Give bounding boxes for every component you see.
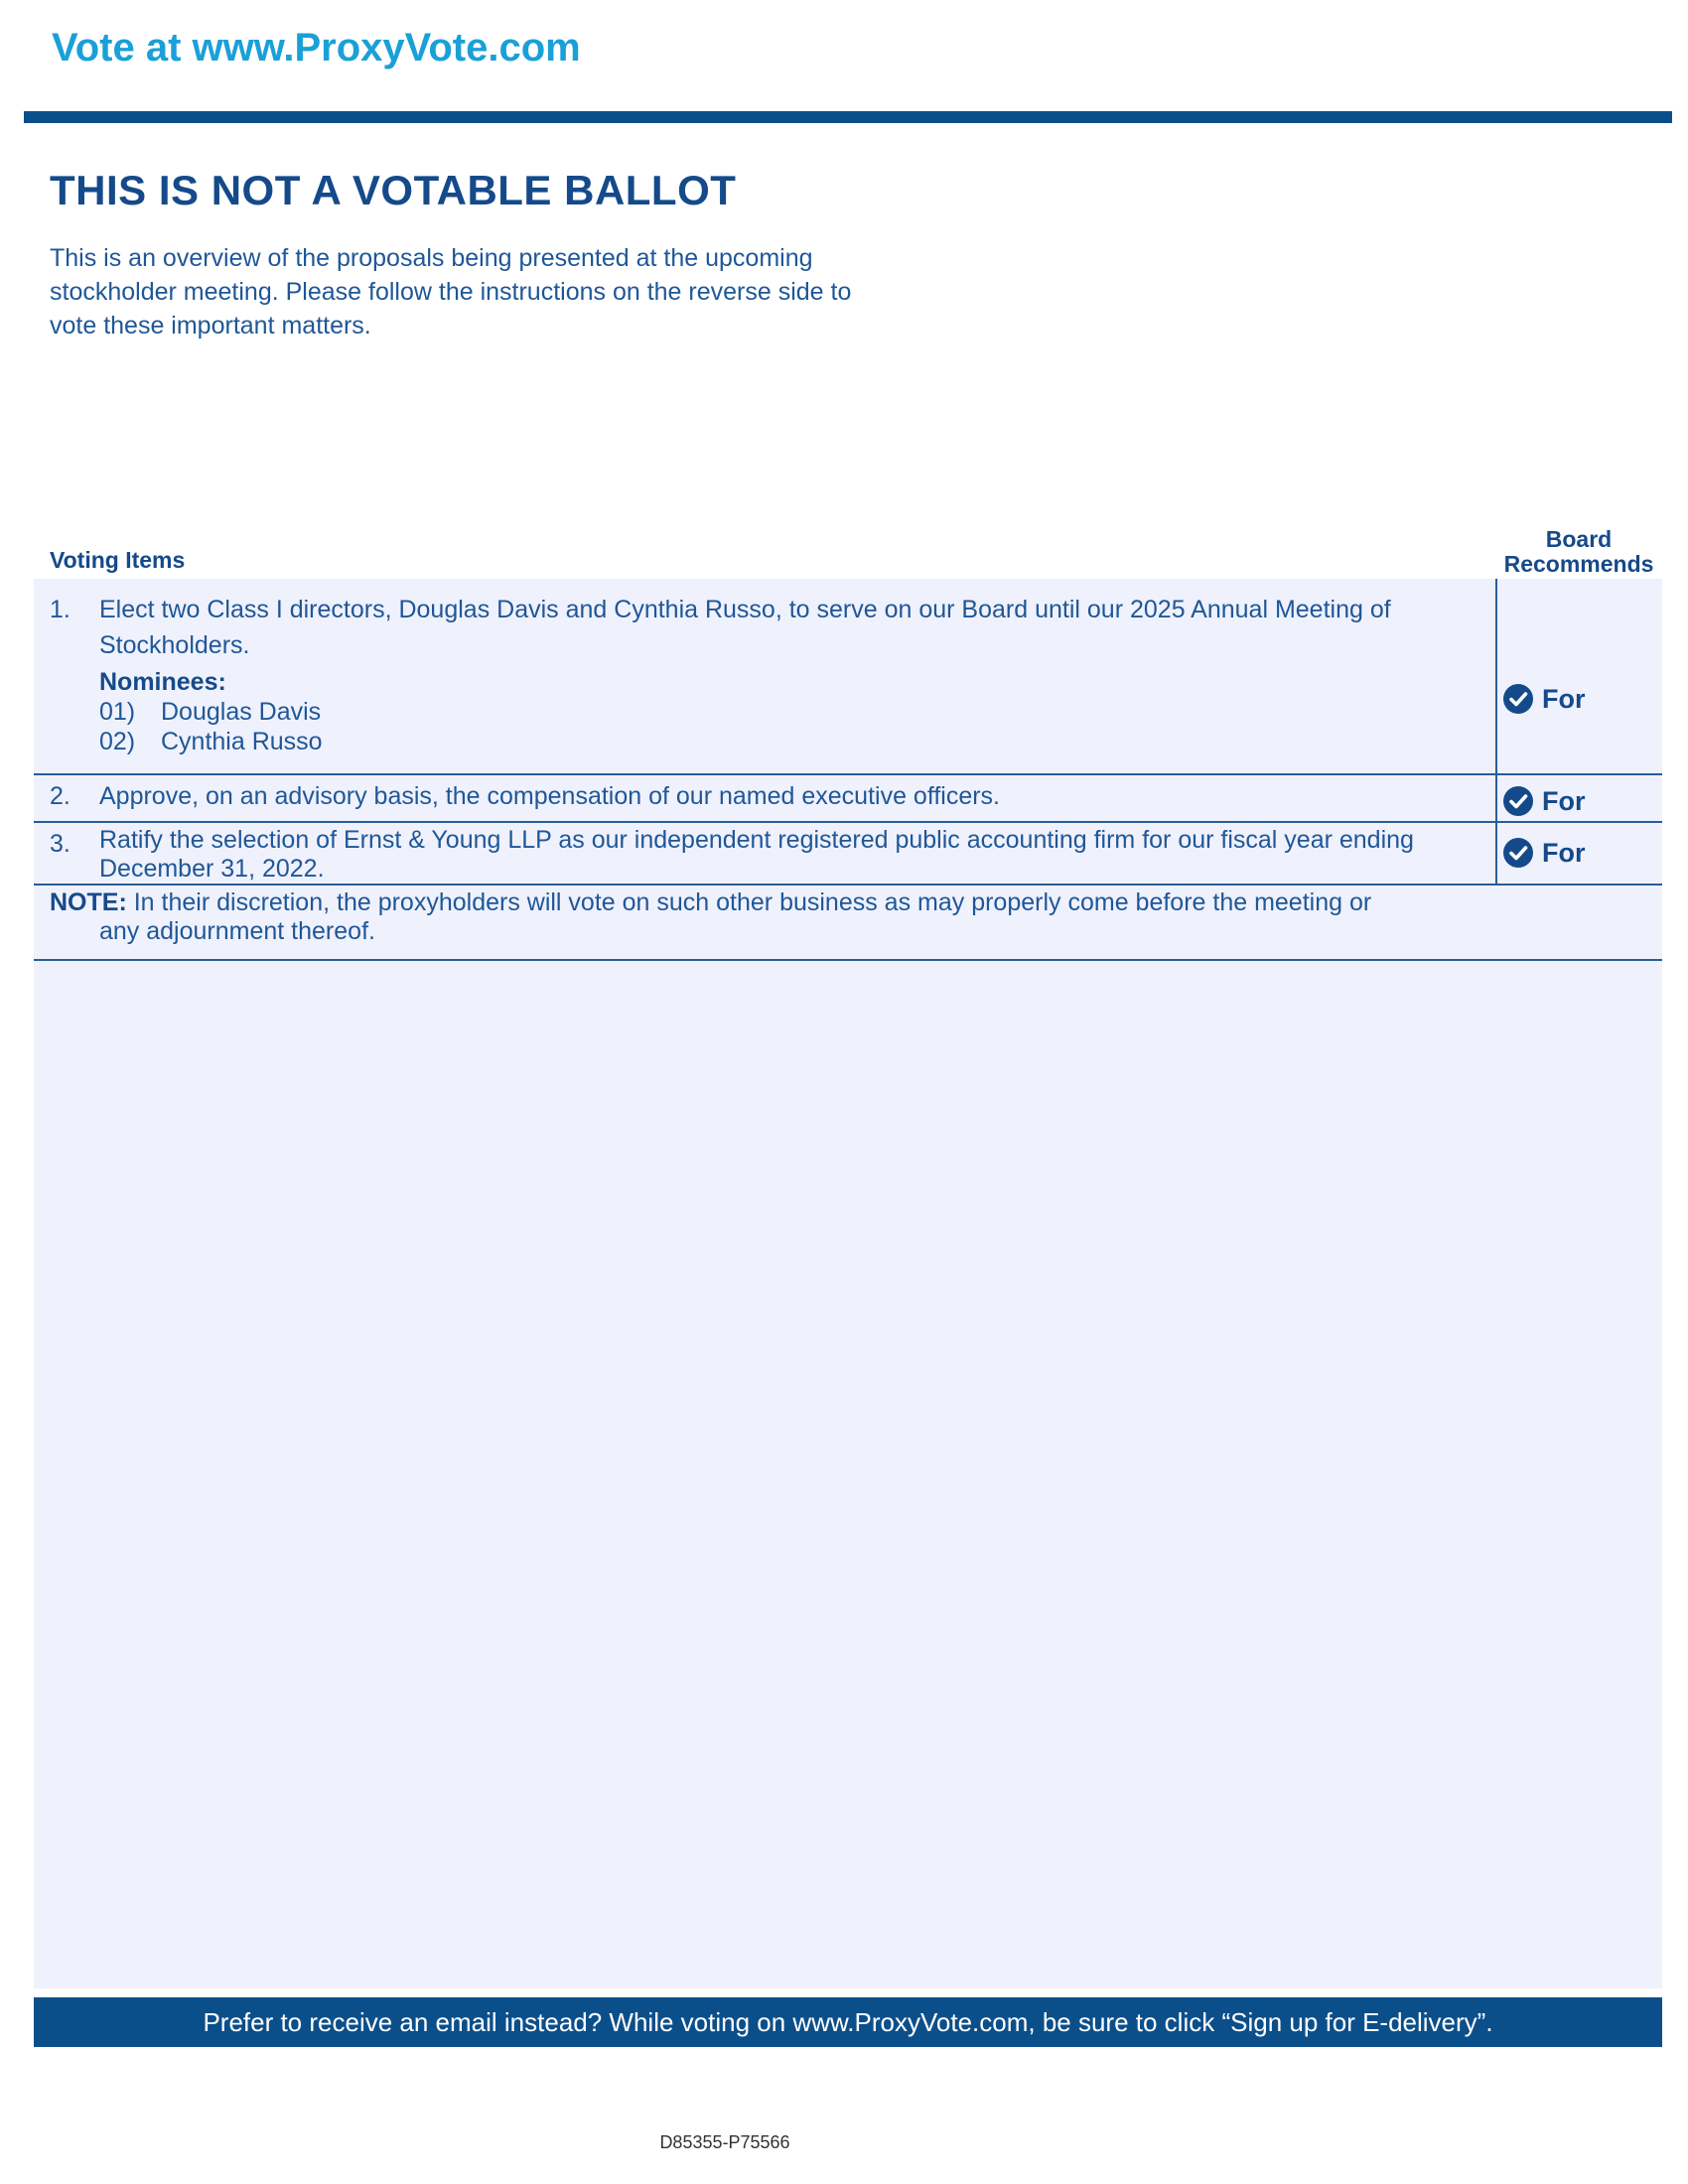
note-label: NOTE: [50, 888, 127, 916]
document-code: D85355-P75566 [659, 2132, 790, 2152]
nominee-number: 02) [99, 728, 136, 755]
page-title: THIS IS NOT A VOTABLE BALLOT [50, 167, 737, 213]
item-text: Approve, on an advisory basis, the compensation of our named executive officers. [99, 782, 1000, 810]
intro-text: This is an overview of the proposals being presented at the upcoming stockholder meeting. Please follow the instructions on the reverse side to vote these important matters. [50, 244, 852, 340]
checkmark-icon [1502, 683, 1534, 715]
checkmark-icon [1502, 785, 1534, 817]
note-body: In their discretion, the proxyholders will vote on such other business as may properly come before the meeting or [133, 888, 1372, 916]
note-body-continued: any adjournment thereof. [99, 917, 375, 945]
item-number: 2. [50, 782, 70, 810]
recommendation-item-1 [1502, 683, 1586, 715]
nominee-name: Cynthia Russo [161, 728, 323, 755]
column-divider [1495, 579, 1497, 884]
proxyvote-link[interactable]: Vote at www.ProxyVote.com [52, 26, 581, 69]
e-delivery-banner: Prefer to receive an email instead? While voting on www.ProxyVote.com, be sure to click “Sign up for E-delivery”. [34, 1997, 1662, 2047]
row-divider [34, 773, 1662, 775]
voting-item-2 [50, 778, 1489, 814]
recommendation-item-3 [1502, 821, 1586, 885]
nominee-name: Douglas Davis [161, 698, 322, 726]
nominees-list [99, 667, 1489, 756]
board-header-line1: Board [1545, 526, 1613, 552]
voting-item-3 [50, 826, 1489, 884]
nominee-row [99, 697, 1489, 727]
voting-items-header: Voting Items [50, 547, 186, 573]
recommendation-label: For [1542, 683, 1586, 714]
row-divider [34, 821, 1662, 823]
item-number: 1. [50, 596, 70, 623]
row-divider [34, 959, 1662, 961]
board-header-line2: Recommends [1503, 551, 1654, 577]
note-text [50, 888, 1489, 946]
board-recommends-header [1495, 527, 1662, 577]
nominee-number: 01) [99, 698, 136, 726]
row-divider [34, 884, 1662, 886]
checkmark-icon [1502, 837, 1534, 869]
recommendation-label: For [1542, 785, 1586, 816]
item-number: 3. [50, 830, 70, 858]
header-rule [24, 111, 1672, 123]
item-text: Elect two Class I directors, Douglas Davis and Cynthia Russo, to serve on our Board until our 2025 Annual Meeting of Stockholders. [99, 596, 1391, 659]
item-text: Ratify the selection of Ernst & Young LLP as our independent registered public accounting firm for our fiscal year ending December 31, 2022. [99, 826, 1414, 883]
nominee-row [99, 727, 1489, 756]
nominees-title: Nominees: [99, 668, 226, 696]
recommendation-label: For [1542, 837, 1586, 868]
voting-item-1 [50, 592, 1489, 756]
